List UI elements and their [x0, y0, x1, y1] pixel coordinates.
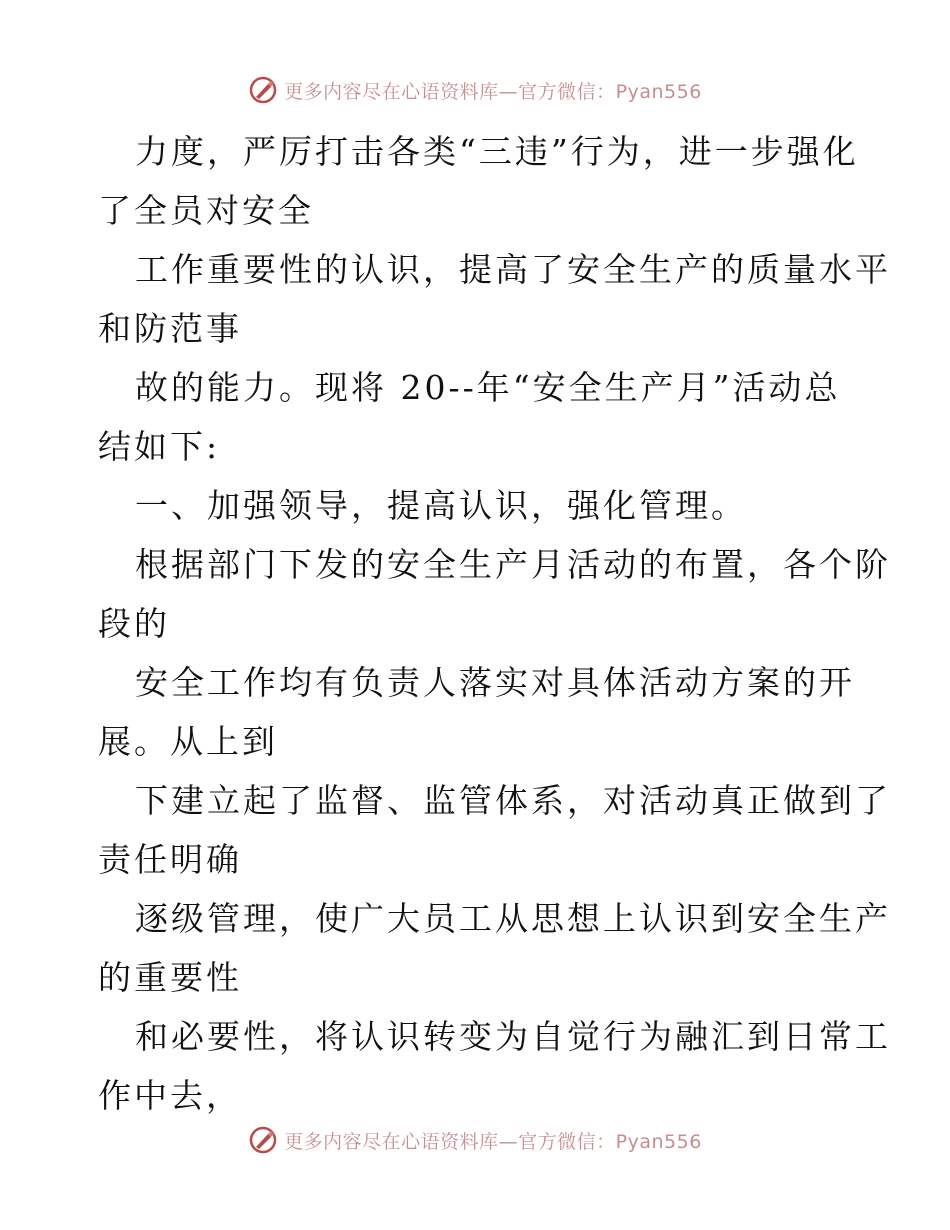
paragraph-2 [98, 240, 891, 358]
paragraph-6 [98, 653, 858, 771]
paragraph-line: 展。从上到 [98, 722, 278, 761]
paragraph-line: 了全员对安全 [98, 191, 314, 230]
footer-watermark [0, 1120, 950, 1160]
pen-logo-icon [248, 75, 278, 105]
paragraph-3 [98, 358, 858, 476]
paragraph-1 [98, 122, 858, 240]
header-watermark [0, 70, 950, 110]
paragraph-5 [98, 535, 891, 653]
paragraph-9 [98, 1007, 891, 1125]
paragraph-line: 和必要性，将认识转变为自觉行为融汇到日常工 [135, 1017, 891, 1056]
watermark-text: 更多内容尽在心语资料库—官方微信：Pyan556 [284, 1130, 702, 1153]
paragraph-line: 逐级管理，使广大员工从思想上认识到安全生产 [135, 899, 891, 938]
paragraph-line: 下建立起了监督、监管体系，对活动真正做到了 [135, 781, 891, 820]
paragraph-line: 力度，严厉打击各类“三违”行为，进一步强化 [135, 132, 859, 171]
paragraph-line: 作中去， [98, 1076, 242, 1115]
paragraph-8 [98, 889, 891, 1007]
paragraph-line: 安全工作均有负责人落实对具体活动方案的开 [135, 663, 855, 702]
paragraph-line: 结如下: [98, 427, 221, 466]
paragraph-line: 和防范事 [98, 309, 242, 348]
section-heading [98, 476, 858, 535]
paragraph-7 [98, 771, 891, 889]
paragraph-line: 工作重要性的认识，提高了安全生产的质量水平 [135, 250, 891, 289]
paragraph-line: 根据部门下发的安全生产月活动的布置，各个阶 [135, 545, 891, 584]
pen-logo-icon [248, 1125, 278, 1155]
paragraph-line: 段的 [98, 604, 170, 643]
watermark-text: 更多内容尽在心语资料库—官方微信：Pyan556 [284, 80, 702, 103]
paragraph-line: 的重要性 [98, 958, 242, 997]
paragraph-line: 故的能力。现将 20--年“安全生产月”活动总 [135, 368, 841, 407]
document-body [98, 122, 891, 1125]
paragraph-line: 责任明确 [98, 840, 242, 879]
paragraph-line: 一、加强领导，提高认识，强化管理。 [135, 486, 747, 525]
